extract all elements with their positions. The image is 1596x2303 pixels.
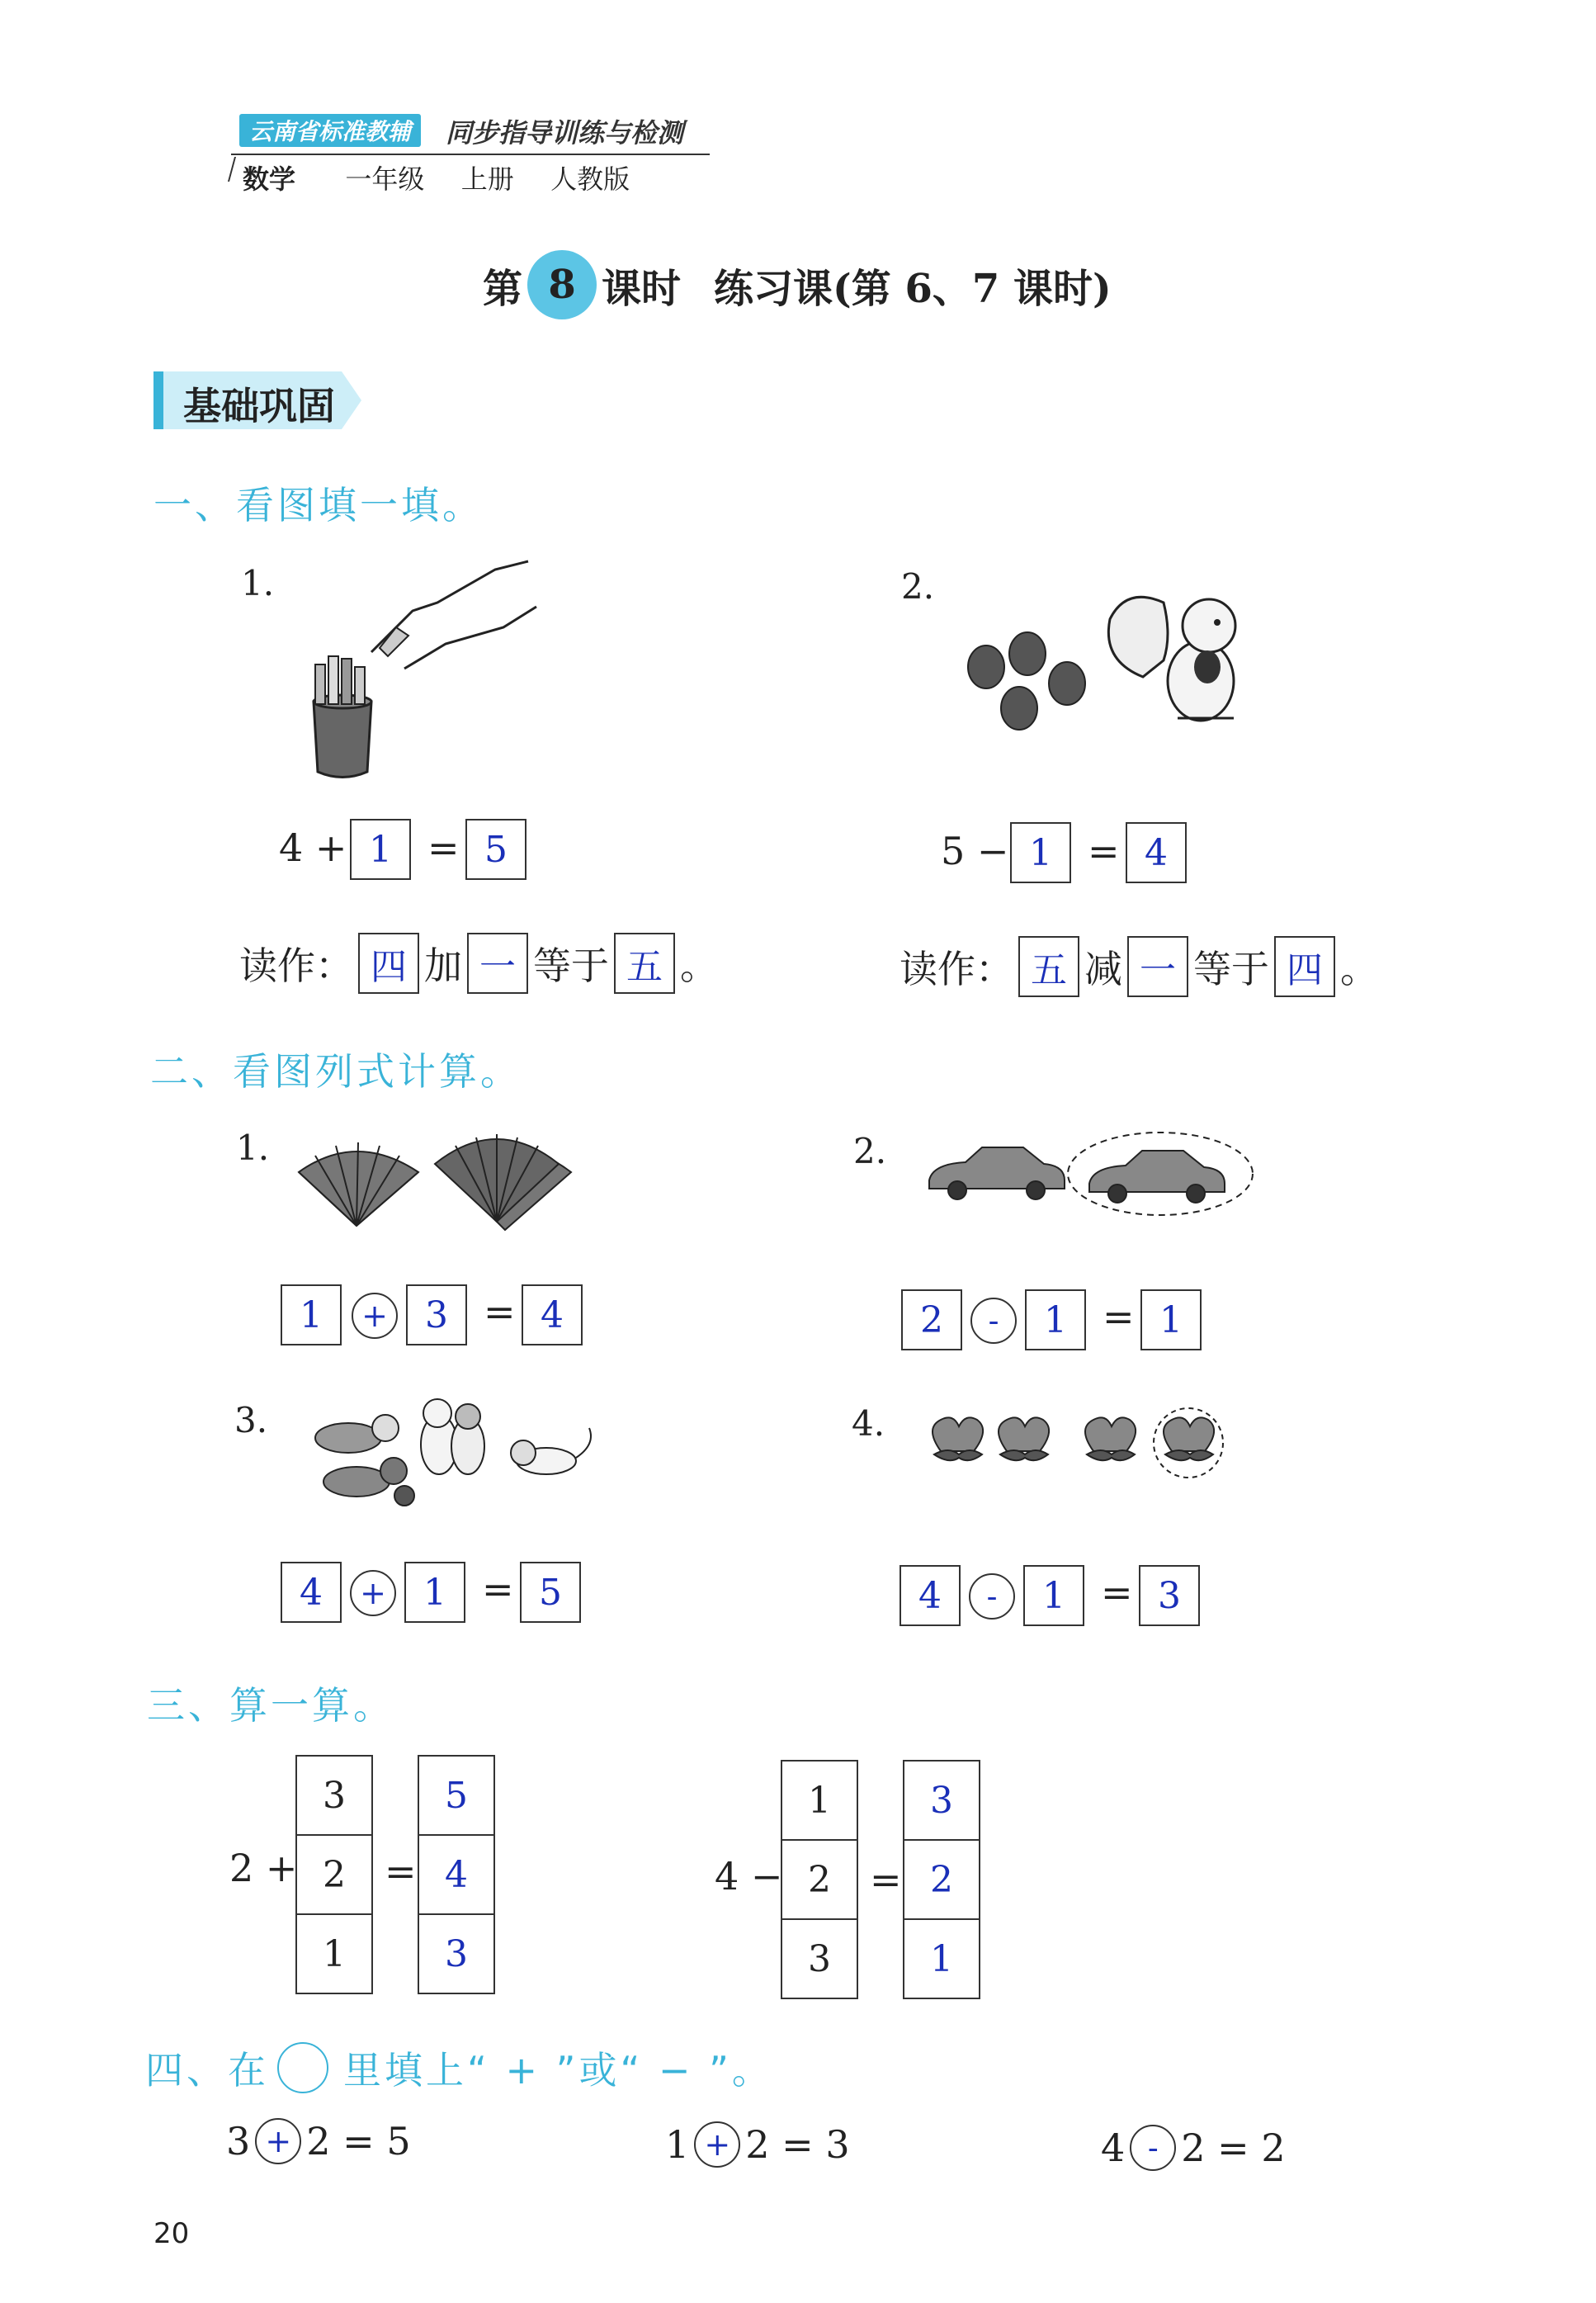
s2-item4-operator[interactable]: - bbox=[969, 1573, 1015, 1620]
peaches-illustration bbox=[916, 1403, 1246, 1486]
lesson-title bbox=[483, 248, 1112, 322]
s3-left-equals: = bbox=[385, 1849, 417, 1894]
s2-item2-box-b[interactable]: 1 bbox=[1025, 1289, 1086, 1350]
s2-item2-box-a[interactable]: 2 bbox=[901, 1289, 962, 1350]
series-title: 同步指导训练与检测 bbox=[446, 117, 684, 149]
s2-item1-box-a[interactable]: 1 bbox=[281, 1284, 342, 1345]
s3-left-answer[interactable]: 5 bbox=[419, 1757, 493, 1836]
s3-right-cell: 3 bbox=[808, 1937, 831, 1980]
s1-item1-eq: 4 + bbox=[279, 825, 347, 870]
s4-item2: 1 + 2 = 3 bbox=[665, 2122, 850, 2167]
s3-right-cell: 2 bbox=[782, 1841, 857, 1920]
s3-right-answers bbox=[903, 1760, 980, 1999]
page-number: 20 bbox=[153, 2217, 190, 2250]
s2-item2-result[interactable]: 1 bbox=[1140, 1289, 1202, 1350]
subject: 数学 bbox=[243, 163, 296, 195]
s2-item1-box-b[interactable]: 3 bbox=[406, 1284, 467, 1345]
title-number: 8 bbox=[527, 250, 597, 319]
s1-item2-read-b[interactable]: 一 bbox=[1127, 936, 1188, 997]
s3-left-cell: 1 bbox=[323, 1932, 346, 1975]
s2-item1-number: 1. bbox=[236, 1128, 270, 1168]
s4-item1: 3 + 2 = 5 bbox=[226, 2119, 411, 2163]
s1-item2-read-c[interactable]: 四 bbox=[1274, 936, 1335, 997]
s1-item1-number: 1. bbox=[241, 563, 275, 603]
brand-badge: 云南省标准教辅 bbox=[239, 114, 421, 147]
s1-item1-read-c[interactable]: 五 bbox=[614, 933, 675, 994]
grade: 一年级 bbox=[345, 163, 425, 195]
s1-item2-eq: 5 − bbox=[941, 829, 1009, 873]
s3-right-column bbox=[781, 1760, 858, 1999]
s3-left-answer[interactable]: 4 bbox=[419, 1836, 493, 1915]
s1-item2-read: 读作： 五 减 一 等于 四 。 bbox=[900, 936, 1378, 997]
s2-item1-equals: = bbox=[484, 1289, 516, 1334]
section1-heading: 一、看图填一填。 bbox=[153, 483, 484, 527]
s1-item1-answer-result[interactable]: 5 bbox=[465, 819, 526, 880]
banner-text: 基础巩固 bbox=[183, 384, 335, 428]
title-suffix: 课时 bbox=[602, 265, 682, 312]
section-banner bbox=[153, 371, 393, 429]
section4-heading: 四、在 里填上“ + ”或“ − ”。 bbox=[145, 2041, 773, 2095]
s2-item4-number: 4. bbox=[852, 1403, 885, 1444]
s2-item3-result[interactable]: 5 bbox=[520, 1562, 581, 1623]
s3-left-answer[interactable]: 3 bbox=[445, 1932, 468, 1975]
s1-item1-equals: = bbox=[427, 825, 460, 870]
s4-item2-operator[interactable]: + bbox=[694, 2121, 740, 2168]
s3-right-lead: 4 − bbox=[715, 1854, 783, 1899]
s2-item1-operator[interactable]: + bbox=[352, 1293, 398, 1339]
s3-right-equals: = bbox=[870, 1857, 902, 1902]
header bbox=[231, 107, 710, 206]
s1-item2-read-a[interactable]: 五 bbox=[1018, 936, 1079, 997]
s3-left-answers bbox=[418, 1755, 495, 1994]
empty-circle-icon bbox=[277, 2042, 328, 2093]
header-rule bbox=[231, 154, 710, 155]
s1-item2-equals: = bbox=[1088, 829, 1120, 873]
header-rule-slash bbox=[228, 157, 236, 182]
s3-left-column bbox=[295, 1755, 373, 1994]
s2-item3-number: 3. bbox=[234, 1400, 268, 1440]
title-prefix: 第 bbox=[483, 265, 523, 312]
section3-heading: 三、算一算。 bbox=[147, 1683, 394, 1728]
s1-item1-read: 读作： 四 加 一 等于 五 。 bbox=[239, 933, 718, 994]
s1-item2-number: 2. bbox=[901, 566, 935, 607]
s2-item2-number: 2. bbox=[853, 1131, 887, 1171]
s3-left-lead: 2 + bbox=[229, 1846, 298, 1890]
s2-item1-result[interactable]: 4 bbox=[522, 1284, 583, 1345]
s4-item3-operator[interactable]: - bbox=[1130, 2125, 1176, 2171]
s2-item3-box-a[interactable]: 4 bbox=[281, 1562, 342, 1623]
s1-item2-answer-result[interactable]: 4 bbox=[1126, 822, 1187, 883]
fans-illustration bbox=[299, 1123, 596, 1238]
s2-item4-box-b[interactable]: 1 bbox=[1023, 1565, 1084, 1626]
s1-item1-read-a[interactable]: 四 bbox=[358, 933, 419, 994]
s2-item4-equals: = bbox=[1101, 1570, 1133, 1615]
s3-right-answer[interactable]: 1 bbox=[930, 1937, 953, 1980]
s1-item1-answer-a[interactable]: 1 bbox=[350, 819, 411, 880]
header-subject bbox=[243, 158, 630, 196]
pencil-cup-illustration bbox=[305, 561, 553, 784]
s1-item2-answer-a[interactable]: 1 bbox=[1010, 822, 1071, 883]
section2-heading: 二、看图列式计算。 bbox=[150, 1049, 522, 1094]
s2-item2-equals: = bbox=[1103, 1294, 1135, 1339]
volume: 上册 bbox=[460, 163, 514, 195]
s4-item3: 4 - 2 = 2 bbox=[1101, 2126, 1286, 2170]
s2-item4-result[interactable]: 3 bbox=[1139, 1565, 1200, 1626]
s4-item1-operator[interactable]: + bbox=[255, 2118, 301, 2164]
s2-item2-operator[interactable]: - bbox=[970, 1298, 1017, 1344]
cars-illustration bbox=[924, 1131, 1254, 1222]
s2-item3-box-b[interactable]: 1 bbox=[404, 1562, 465, 1623]
s3-left-cell: 2 bbox=[297, 1836, 371, 1915]
edition: 人教版 bbox=[550, 163, 630, 195]
s3-right-answer[interactable]: 2 bbox=[904, 1841, 979, 1920]
s2-item4-box-a[interactable]: 4 bbox=[900, 1565, 961, 1626]
s2-item3-equals: = bbox=[482, 1567, 514, 1611]
cats-illustration bbox=[299, 1395, 604, 1511]
title-name: 练习课(第 6、7 课时) bbox=[714, 265, 1112, 312]
s3-left-cell: 3 bbox=[297, 1757, 371, 1836]
s3-right-answer[interactable]: 3 bbox=[904, 1762, 979, 1841]
s1-item1-read-b[interactable]: 一 bbox=[467, 933, 528, 994]
squirrel-pinecones-illustration bbox=[961, 586, 1250, 735]
s3-right-cell: 1 bbox=[782, 1762, 857, 1841]
s2-item3-operator[interactable]: + bbox=[350, 1570, 396, 1616]
